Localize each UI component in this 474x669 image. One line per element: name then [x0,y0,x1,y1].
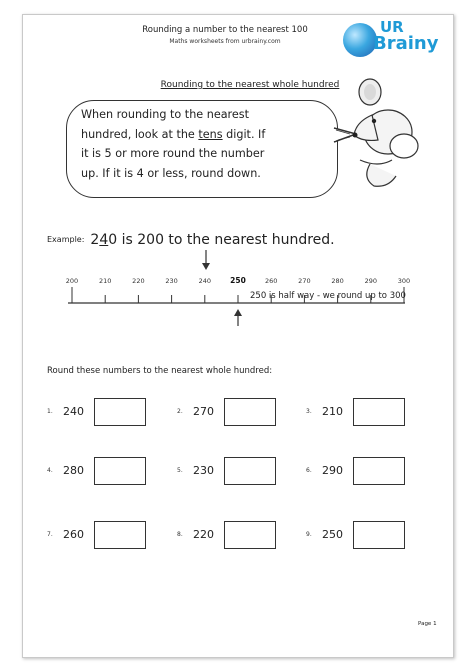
question-number: 6. [306,467,312,474]
bubble-line-3: it is 5 or more round the number [81,147,265,160]
tick-label: 280 [331,277,344,285]
question-value: 240 [63,405,84,418]
tick-label: 220 [132,277,145,285]
example-label: Example: [47,235,85,244]
question-number: 3. [306,408,312,415]
tick-label: 270 [298,277,311,285]
tick-label: 300 [397,277,411,285]
bubble-line-2-underlined: tens [198,127,223,141]
answer-box[interactable] [353,457,405,485]
question-value: 270 [193,405,214,418]
tick-label: 200 [65,277,79,285]
tick-label: 260 [264,277,278,285]
tick-label: 210 [98,277,112,285]
tick-label: 230 [165,277,178,285]
question-number: 9. [306,531,312,538]
example-num-post: 0 [108,232,118,248]
logo-ur: UR [380,18,404,36]
answer-box[interactable] [94,457,146,485]
example-num-tens: 4 [99,232,109,248]
answer-box[interactable] [224,521,276,549]
tick-label: 240 [198,277,212,285]
bubble-line-1: When rounding to the nearest [81,108,250,121]
example-num-pre: 2 [90,232,100,248]
answer-box[interactable] [94,398,146,426]
question-number: 2. [177,408,183,415]
question-number: 5. [177,467,183,474]
bubble-line-2-pre: hundred, look at the [81,127,199,141]
bubble-line-4: up. If it is 4 or less, round down. [81,166,261,180]
question-number: 1. [47,408,53,415]
arrow-up [234,309,242,326]
question-value: 290 [322,464,343,477]
answer-box[interactable] [353,398,405,426]
page-number: Page 1 [418,621,437,627]
question-number: 7. [47,531,53,538]
question-number: 8. [177,531,183,538]
question-value: 250 [322,528,343,541]
section-title: Rounding to the nearest whole hundred [160,80,340,90]
arrow-down [202,250,210,270]
example-sentence [47,232,335,248]
question-number: 4. [47,467,53,474]
header-subtitle: Maths worksheets from urbrainy.com [169,38,281,45]
question-value: 280 [63,464,84,477]
question-value: 220 [193,528,214,541]
answer-box[interactable] [224,398,276,426]
question-value: 230 [193,464,214,477]
halfway-note: 250 is half way - we round up to 300 [250,291,406,301]
answer-box[interactable] [224,457,276,485]
question-value: 260 [63,528,84,541]
answer-box[interactable] [94,521,146,549]
question-value: 210 [322,405,343,418]
answer-box[interactable] [353,521,405,549]
tick-label: 290 [364,277,378,285]
instructions: Round these numbers to the nearest whole hundred: [47,366,273,376]
tick-label: 250 [230,276,246,285]
example-text: is 200 to the nearest hundred. [117,232,335,248]
header-title: Rounding a number to the nearest 100 [142,25,308,35]
bubble-line-2-post: digit. If [222,127,266,141]
logo-brainy: Brainy [373,33,439,54]
